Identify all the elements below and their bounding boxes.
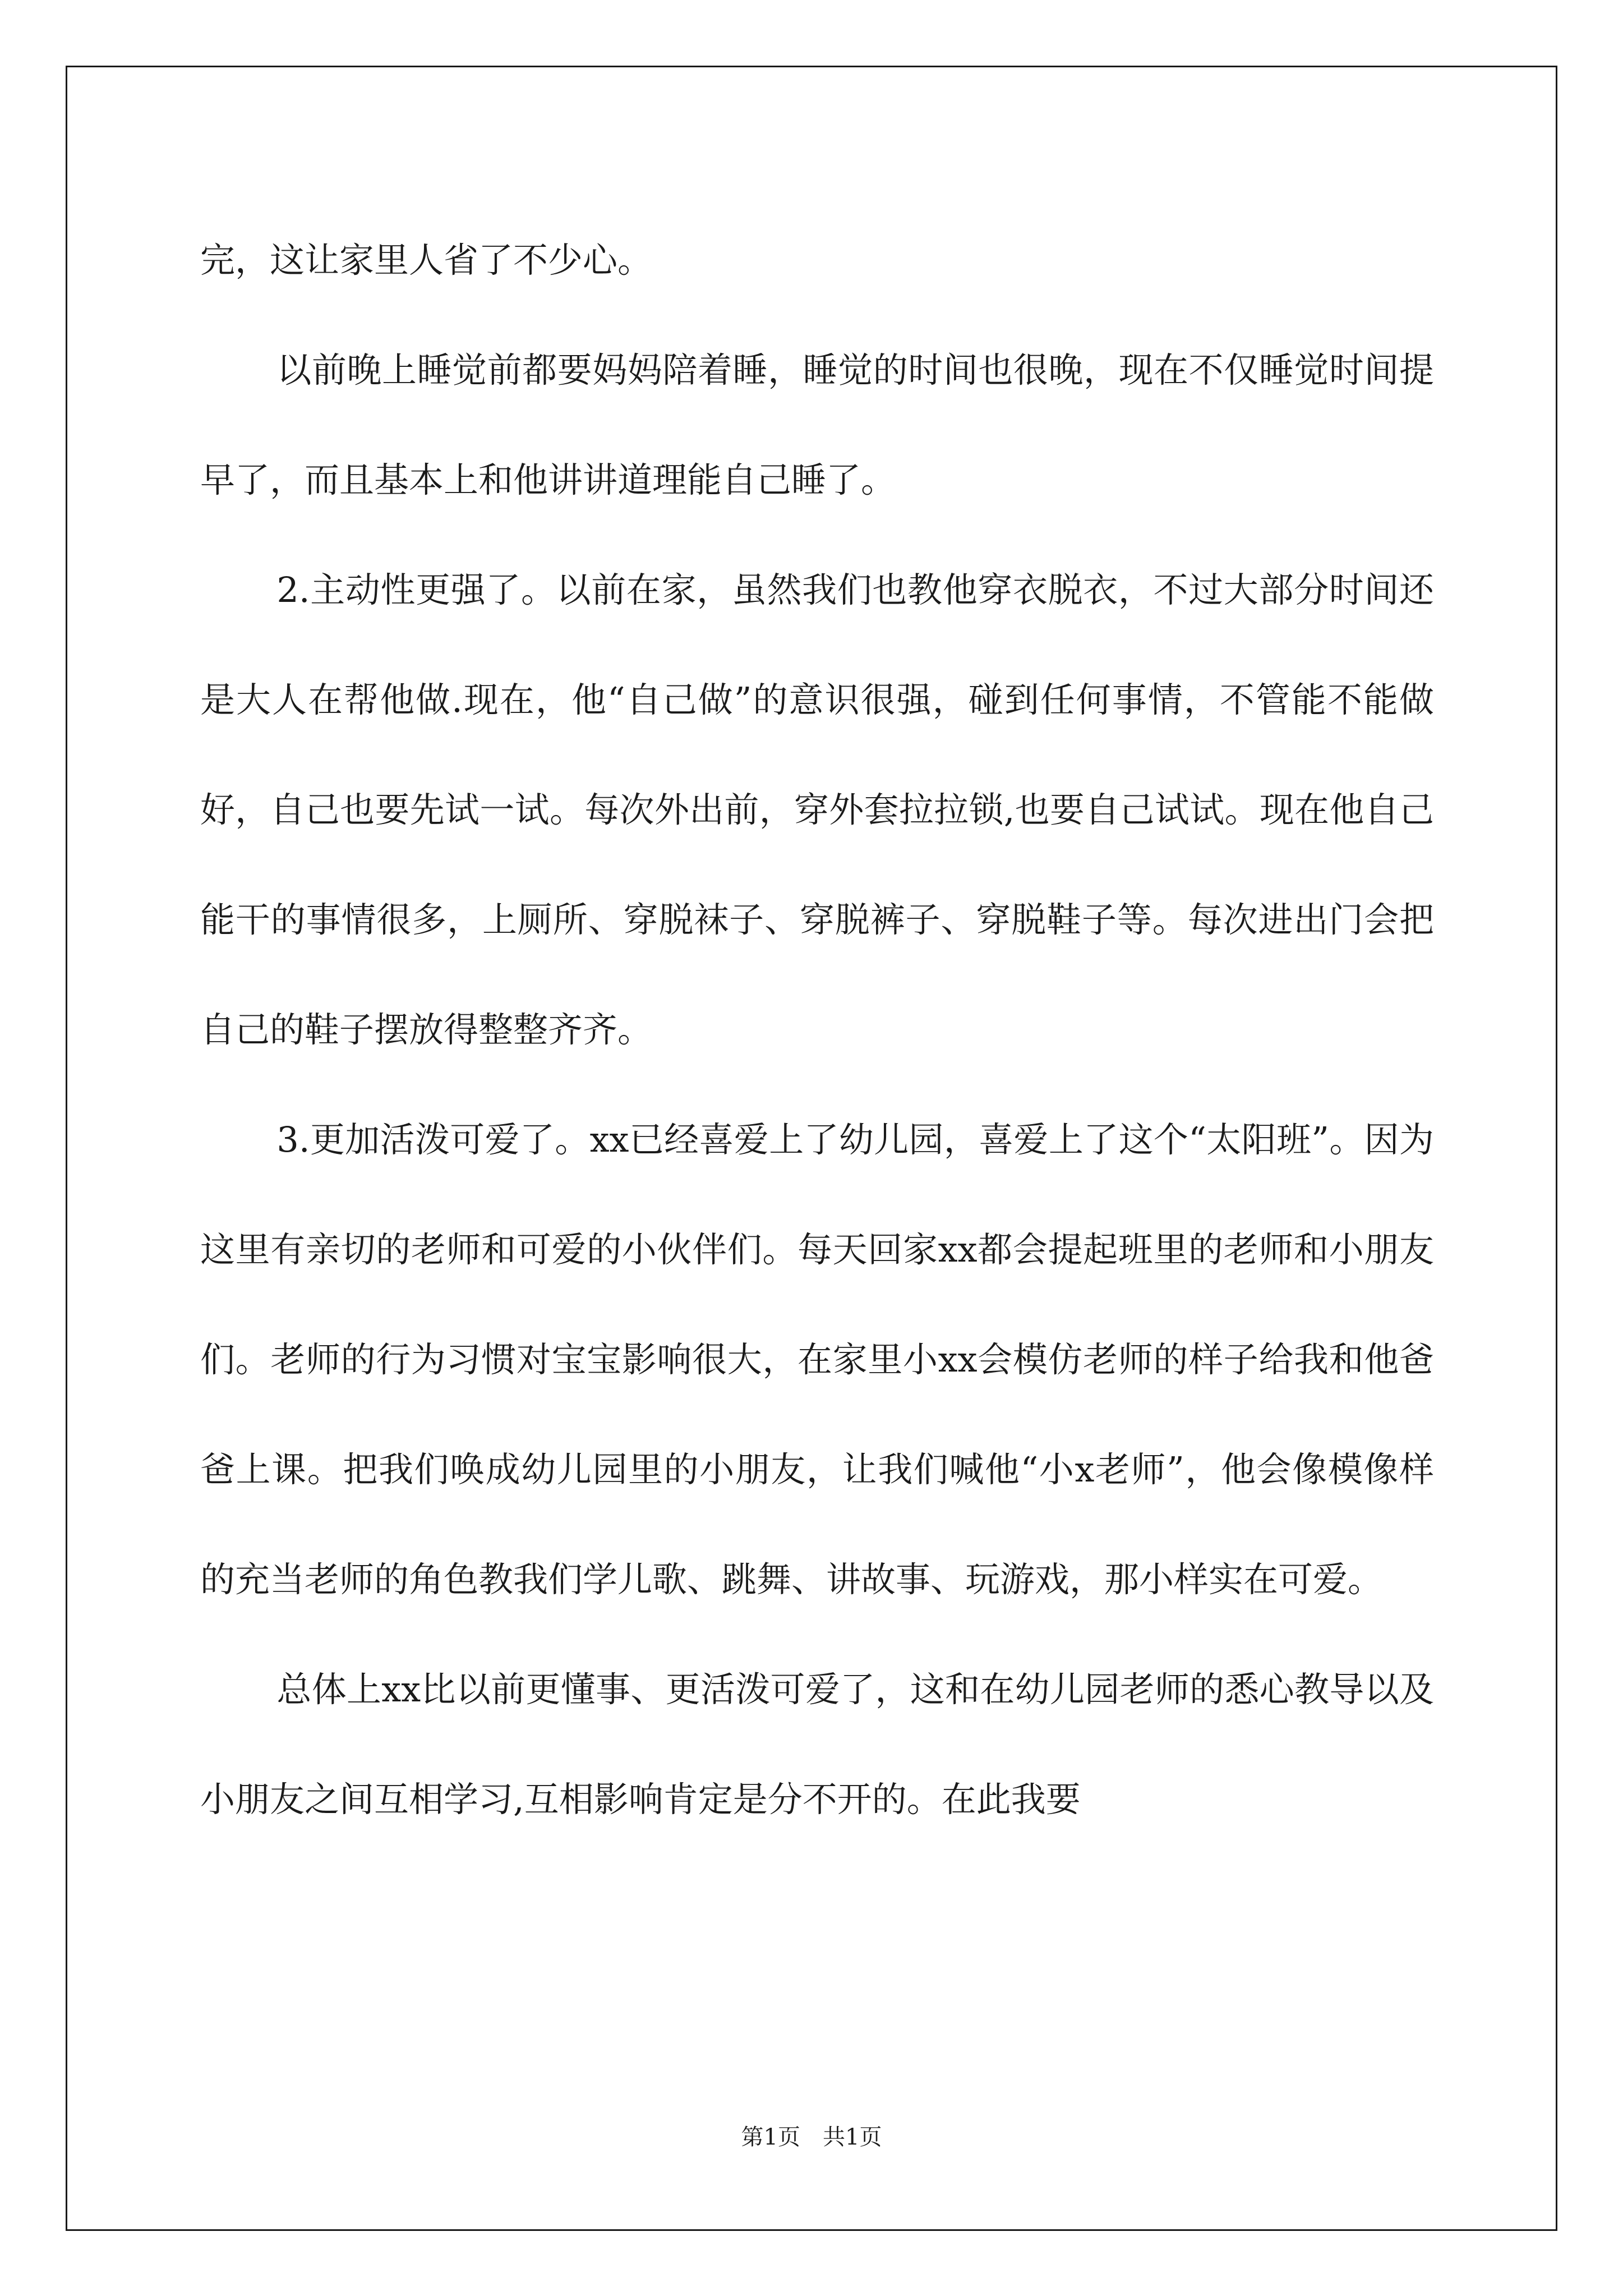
page-number: 第1页 共1页 bbox=[741, 2124, 882, 2150]
paragraph: 以前晚上睡觉前都要妈妈陪着睡，睡觉的时间也很晚，现在不仅睡觉时间提早了，而且基本上和他讲讲道理能自己睡了。 bbox=[200, 349, 1434, 500]
paragraph: 3.更加活泼可爱了。xx已经喜爱上了幼儿园，喜爱上了这个“太阳班”。因为这里有亲切的老师和可爱的小伙伴们。每天回家xx都会提起班里的老师和小朋友们。老师的行为习惯对宝宝影响很大，在家里小xx会模仿老师的样子给我和他爸爸上课。把我们唤成幼儿园里的小朋友，让我们喊他“小x老师”，他会像模像样的充当老师的角色教我们学儿歌、跳舞、讲故事、玩游戏，那小样实在可爱。 bbox=[200, 1119, 1434, 1600]
page-footer bbox=[0, 2119, 1623, 2151]
paragraph: 总体上xx比以前更懂事、更活泼可爱了，这和在幼儿园老师的悉心教导以及小朋友之间互相学习,互相影响肯定是分不开的。在此我要 bbox=[200, 1669, 1434, 1820]
paragraph: 完，这让家里人省了不少心。 bbox=[200, 240, 653, 280]
paragraph: 2.主动性更强了。以前在家，虽然我们也教他穿衣脱衣，不过大部分时间还是大人在帮他做.现在，他“自己做”的意识很强，碰到任何事情，不管能不能做好，自己也要先试一试。每次外出前，穿外套拉拉锁,也要自己试试。现在他自己能干的事情很多，上厕所、穿脱袜子、穿脱裤子、穿脱鞋子等。每次进出门会把自己的鞋子摆放得整整齐齐。 bbox=[200, 569, 1434, 1050]
document-body bbox=[200, 205, 1434, 1855]
